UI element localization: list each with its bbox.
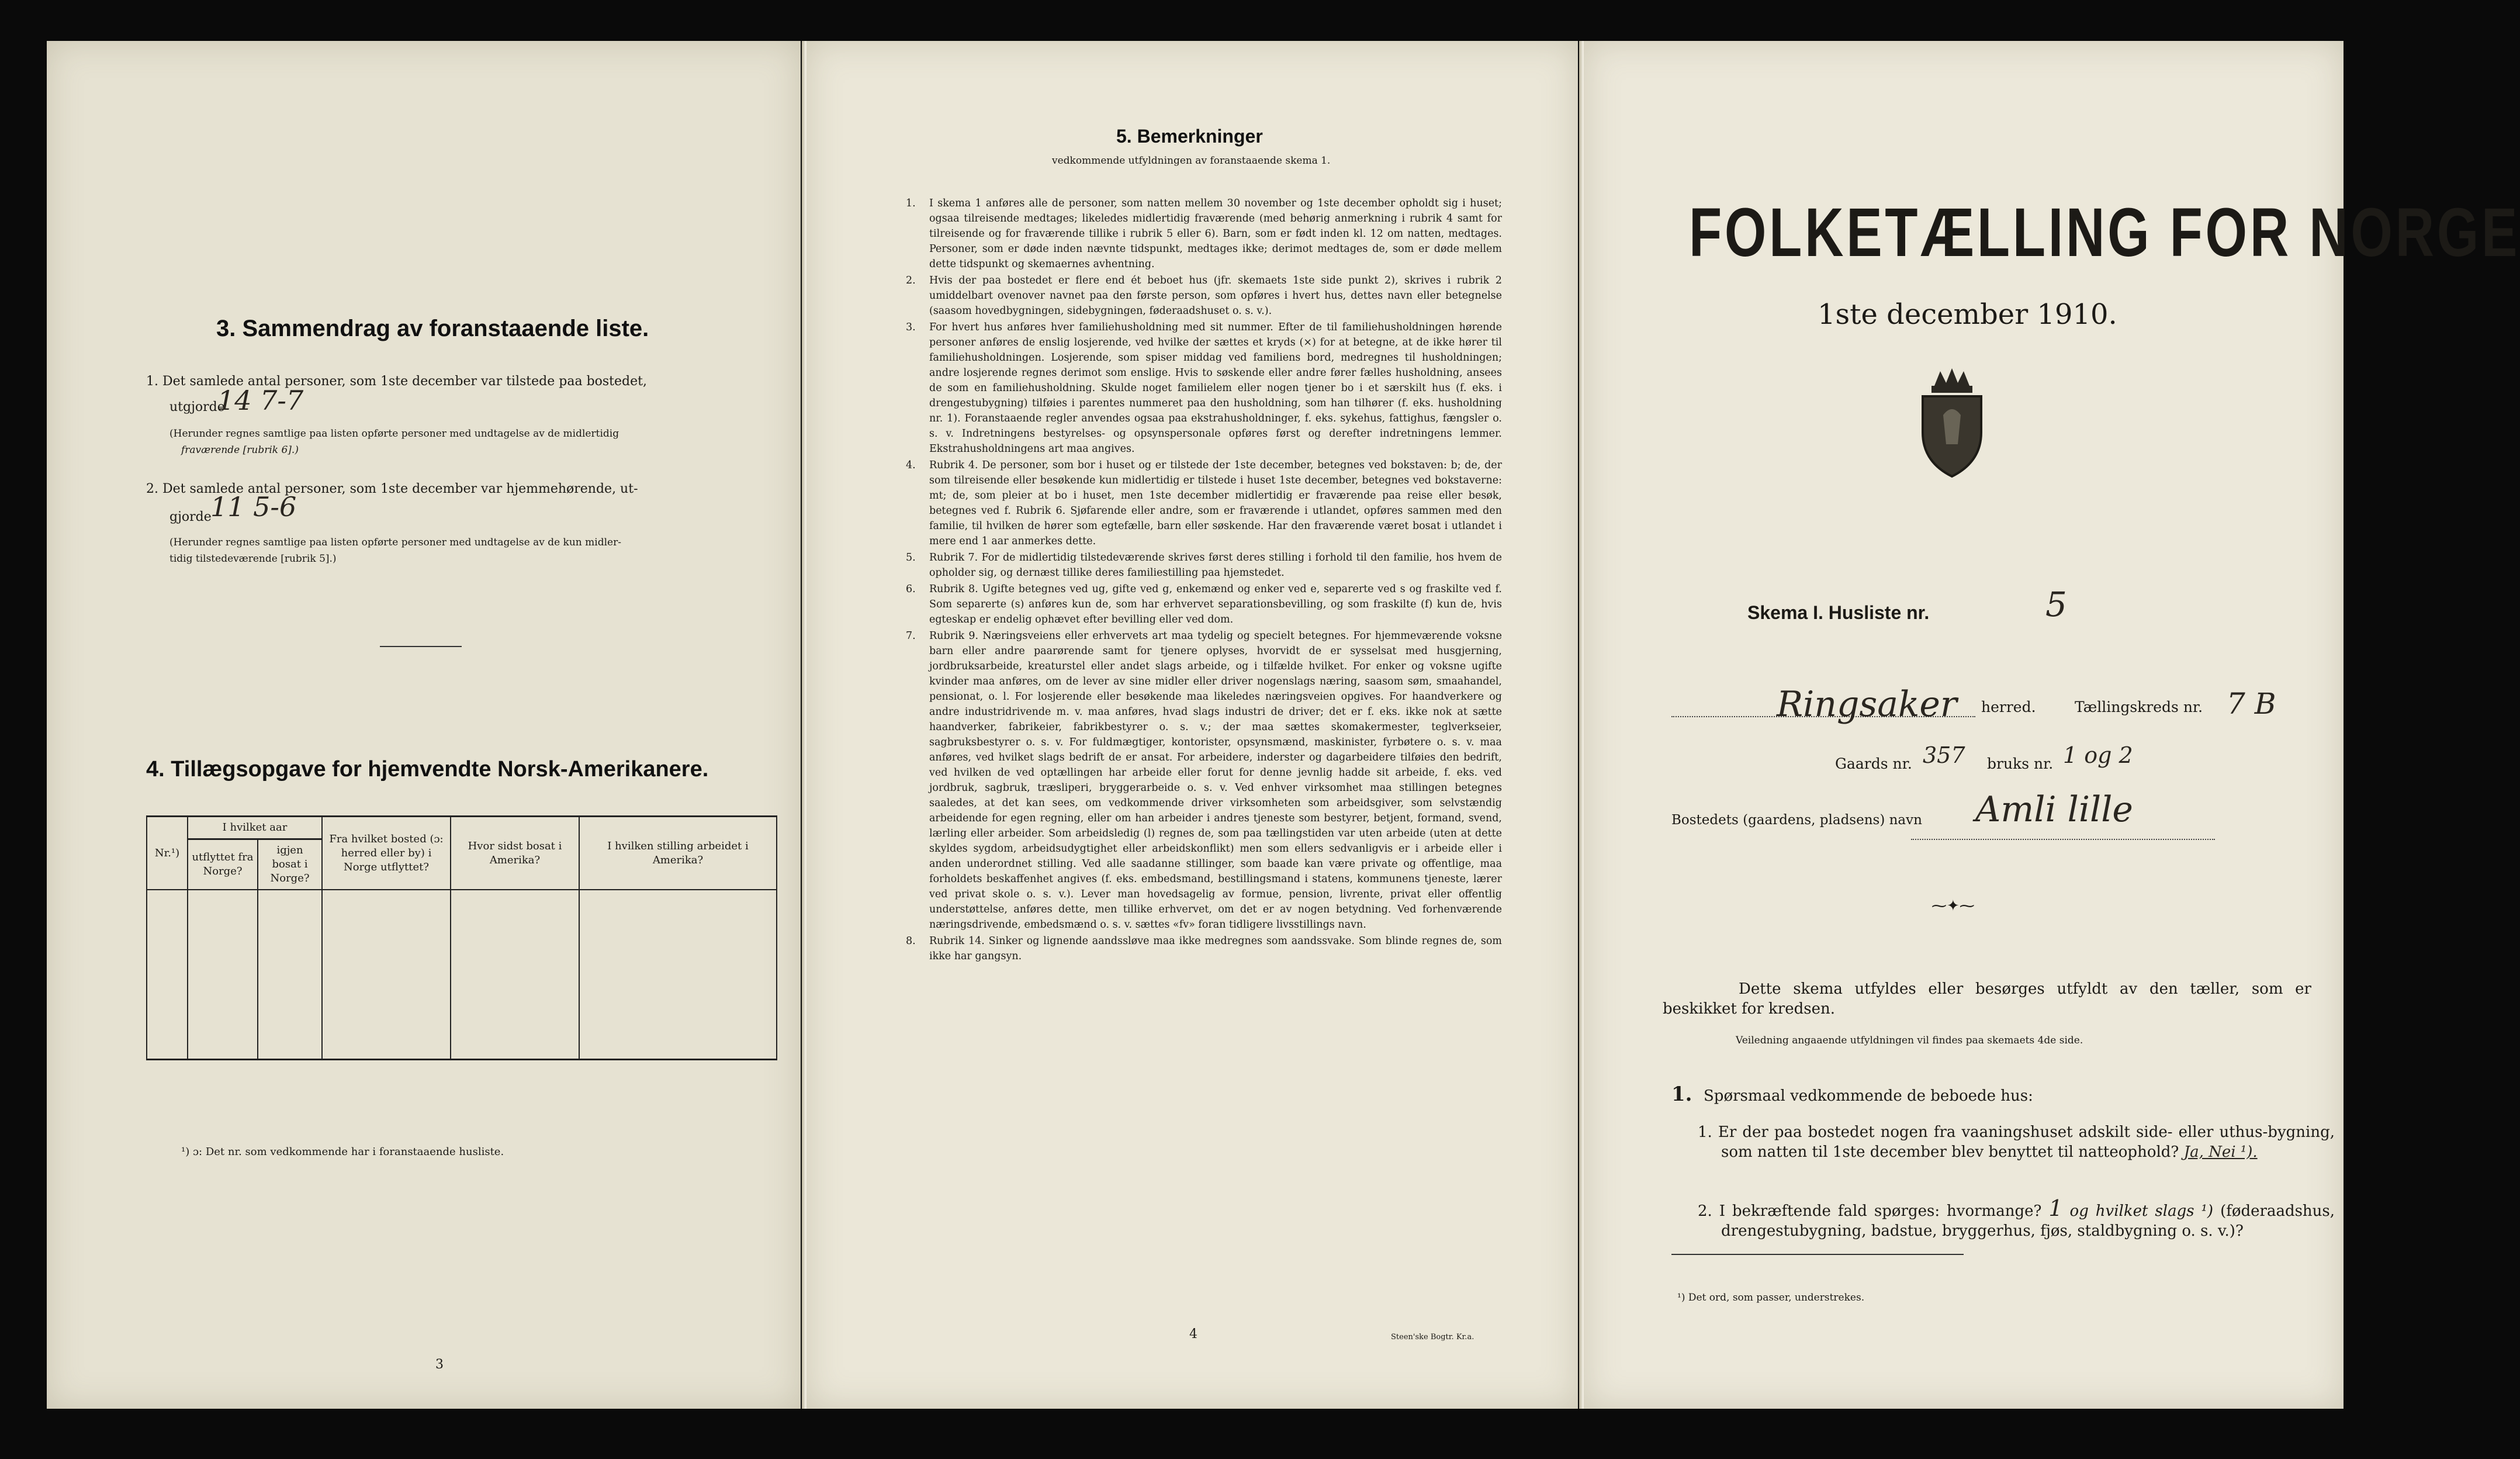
table-cell[interactable] bbox=[579, 918, 777, 946]
herred-value: Ringsaker bbox=[1777, 684, 1957, 725]
remark-text: Rubrik 14. Sinker og lignende aandssløve maa ikke medregnes som aandssvake. Som blinde regnes de, som ikke har gangsyn. bbox=[929, 935, 1502, 962]
gaards-value[interactable]: 357 bbox=[1923, 742, 1965, 768]
table-row bbox=[147, 1031, 777, 1060]
remark-number: 7. bbox=[906, 630, 916, 642]
col-utflyttet: utflyttet fra Norge? bbox=[188, 839, 258, 890]
table-cell[interactable] bbox=[451, 974, 579, 1002]
remark-item bbox=[906, 628, 1502, 932]
footnote-divider bbox=[1671, 1254, 1964, 1255]
table-cell[interactable] bbox=[451, 946, 579, 974]
table-cell[interactable] bbox=[322, 1031, 451, 1060]
table-cell[interactable] bbox=[188, 918, 258, 946]
table-cell[interactable] bbox=[188, 1002, 258, 1031]
table-cell[interactable] bbox=[451, 890, 579, 918]
table-cell[interactable] bbox=[147, 890, 188, 918]
q-head: Spørsmaal vedkommende de beboede hus: bbox=[1704, 1087, 2033, 1105]
table-cell[interactable] bbox=[579, 1002, 777, 1031]
table-cell[interactable] bbox=[451, 918, 579, 946]
table-cell[interactable] bbox=[322, 918, 451, 946]
item1-note-b: fraværende [rubrik 6].) bbox=[181, 444, 299, 456]
remark-text: Rubrik 4. De personer, som bor i huset og er tilstede der 1ste december, betegnes ved bokstaven: b; de, der som tilreisende eller besøkende kun midlertidig er tilstede i huset 1ste december, betegnes ved bokstaverne: mt; de, som pleier at bo i huset, men 1ste december midlertidig er fraværende paa reise eller besøk, betegnes ved f. Rubrik 6. Sjøfarende eller andre, som er fraværende i utlandet, opføres sammen med den familie, til hvilken de hører som egtefælle, barn eller søskende. Har den fraværende været bosat i utlandet i mere end 1 aar anmerkes dette. bbox=[929, 459, 1502, 547]
table-cell[interactable] bbox=[188, 890, 258, 918]
section4-title: 4. Tillægsopgave for hjemvendte Norsk-Amerikanere. bbox=[146, 757, 709, 782]
divider bbox=[380, 646, 462, 647]
remark-text: Rubrik 8. Ugifte betegnes ved ug, gifte ved g, enkemænd og enker ved e, separerte ved s og fraskilte ved f. Som separerte (s) anføres kun de, som har erhvervet separationsbevilling, og som fraskilte (f) kun de, hvis egteskap er endelig ophævet efter bevilling eller ved dom. bbox=[929, 583, 1502, 625]
remark-number: 5. bbox=[906, 552, 916, 563]
question-1-text: 1. Er der paa bostedet nogen fra vaaningshuset adskilt side- eller uthus-bygning, som natten til 1ste december blev benyttet til natteophold? bbox=[1698, 1123, 2335, 1161]
bosted-field bbox=[1911, 839, 2215, 840]
table-row bbox=[147, 918, 777, 946]
col-nr: Nr.¹) bbox=[147, 817, 188, 890]
table-row bbox=[147, 890, 777, 918]
remark-number: 2. bbox=[906, 275, 916, 286]
item2-value: 11 5-6 bbox=[210, 491, 297, 523]
table-row bbox=[147, 1002, 777, 1031]
bruks-value[interactable]: 1 og 2 bbox=[2063, 742, 2133, 768]
remark-item bbox=[906, 934, 1502, 964]
item1-label: utgjorde bbox=[169, 400, 225, 414]
item2-note-a: (Herunder regnes samtlige paa listen opførte personer med undtagelse av de kun midler- bbox=[169, 537, 621, 548]
item1-text: 1. Det samlede antal personer, som 1ste december var tilstede paa bostedet, bbox=[146, 374, 647, 389]
table-cell[interactable] bbox=[258, 946, 322, 974]
table-cell[interactable] bbox=[147, 974, 188, 1002]
col-group-year: I hvilket aar bbox=[188, 817, 322, 839]
col-igjen: igjen bosat i Norge? bbox=[258, 839, 322, 890]
table-cell[interactable] bbox=[451, 1031, 579, 1060]
remark-text: Hvis der paa bostedet er flere end ét beboet hus (jfr. skemaets 1ste side punkt 2), skrives i rubrik 2 umiddelbart ovenover navnet paa den første person, som opføres i hvert hus, dettes navn eller betegnelse (saasom hovedbygningen, sidebygningen, føderaadshuset o. s. v.). bbox=[929, 275, 1502, 317]
table-cell[interactable] bbox=[579, 1031, 777, 1060]
table-cell[interactable] bbox=[322, 946, 451, 974]
table-cell[interactable] bbox=[579, 890, 777, 918]
page-right bbox=[1584, 41, 2520, 1409]
page-number: 3 bbox=[435, 1357, 444, 1372]
bosted-label: Bostedets (gaardens, pladsens) navn bbox=[1671, 813, 1922, 828]
section3-title: 3. Sammendrag av foranstaaende liste. bbox=[216, 316, 649, 341]
remark-text: Rubrik 7. For de midlertidig tilstedeværende skrives først deres stilling i forhold til den familie, hos hvem de opholder sig, og dernæst tillike deres familiestilling paa hjemstedet. bbox=[929, 552, 1502, 579]
table-cell[interactable] bbox=[258, 974, 322, 1002]
intro-note: Veiledning angaaende utfyldningen vil findes paa skemaets 4de side. bbox=[1736, 1035, 2083, 1046]
item2-note-b: tidig tilstedeværende [rubrik 5].) bbox=[169, 553, 337, 565]
remark-text: Rubrik 9. Næringsveiens eller erhvervets art maa tydelig og specielt betegnes. For hjemmeværende voksne barn eller andre paarørende samt for tjenere oplyses, hvorvidt de er sysselsat med husgjerning, jordbruksarbeide, kreaturstel eller andet slags arbeide, og i tilfælde hvilket. For enker og voksne ugifte kvinder maa anføres, om de lever av sine midler eller driver nogenslags næring, saasom søm, smaahandel, pensionat, o. l. For losjerende eller besøkende maa likeledes næringsveien opgives. For haandverkere og andre industridrivende m. v. maa anføres, hvad slags industri de driver; det er f. eks. ikke nok at sætte haandverker, fabrikeier, fabrikbestyrer o. s. v.; der maa sættes skomakermester, teglverkseier, sagbruksbestyrer o. s. v. For fuldmægtiger, kontorister, opsynsmænd, maskinister, fyrbøtere o. s. v. maa anføres, ved hvilket slags bedrift de er ansat. For arbeidere, inderster og dagarbeidere tilføies den bedrift, ved hvilken de ved optællingen har arbeide eller forut for denne jevnlig hadde sit arbeide, f. eks. ved jordbruk, sagbruk, træsliperi, bryggerarbeide o. s. v. Ved enhver virksomhet maa stillingen betegnes saaledes, at det kan sees, om vedkommende driver virksomheten som arbeidsgiver, som selvstændig arbeidende for egen regning, eller om han arbeider i andres tjeneste som bestyrer, betjent, formand, svend, lærling eller arbeider. Som arbeidsledig (l) regnes de, som paa tællingstiden var uten arbeide (uten at dette skyldes sygdom, arbeidsudygtighet eller arbeidskonflikt) men som ellers sedvanligvis er i arbeide eller i anden underordnet stilling. Ved alle saadanne stillinger, som baade kan være private og offentlige, maa forholdets beskaffenhet angives (f. eks. embedsmand, bestillingsmand i statens, kommunens tjeneste, lærer ved privat skole o. s. v.). Lever man hovedsagelig av formue, pension, livrente, privat eller offentlig understøttelse, anføres dette, men tillike erhvervet, om det er av nogen betydning. Ved forhenværende næringsdrivende, embedsmænd o. s. v. sættes «fv» foran tidligere livsstillings navn. bbox=[929, 630, 1502, 931]
remarks-list bbox=[906, 196, 1502, 965]
table-row bbox=[147, 974, 777, 1002]
remarks-title: 5. Bemerkninger bbox=[1116, 126, 1263, 147]
gaards-label: Gaards nr. bbox=[1835, 755, 1912, 772]
table-cell[interactable] bbox=[579, 974, 777, 1002]
question-2-text-a: 2. I bekræftende fald spørges: hvormange? bbox=[1698, 1202, 2042, 1220]
table-cell[interactable] bbox=[579, 946, 777, 974]
herred-label: herred. bbox=[1981, 699, 2036, 715]
item1-value: 14 7-7 bbox=[217, 385, 304, 416]
question-1 bbox=[1698, 1122, 2335, 1162]
table-cell[interactable] bbox=[188, 974, 258, 1002]
census-date: 1ste december 1910. bbox=[1818, 298, 2117, 331]
ornament-icon: ⁓✦⁓ bbox=[1931, 897, 1975, 915]
col-amerika: Hvor sidst bosat i Amerika? bbox=[451, 817, 579, 890]
item2-label: gjorde bbox=[169, 510, 212, 524]
table-cell[interactable] bbox=[147, 1002, 188, 1031]
remark-item bbox=[906, 582, 1502, 627]
table-cell[interactable] bbox=[147, 946, 188, 974]
schema-label: Skema I. Husliste nr. bbox=[1747, 602, 1930, 623]
table-cell[interactable] bbox=[258, 1031, 322, 1060]
table-cell[interactable] bbox=[322, 890, 451, 918]
question-2-text-c: (føderaadshus, drengestubygning, badstue, bryggerhus, fjøs, staldbygning o. s. v.)? bbox=[1721, 1202, 2335, 1240]
page-middle bbox=[806, 41, 1578, 1409]
remark-number: 3. bbox=[906, 321, 916, 333]
table-cell[interactable] bbox=[188, 946, 258, 974]
question-2 bbox=[1698, 1195, 2335, 1241]
question-1-answer[interactable]: Ja, Nei ¹). bbox=[2183, 1143, 2258, 1161]
col-bosted: Fra hvilket bosted (ɔ: herred eller by) i Norge utflyttet? bbox=[322, 817, 451, 890]
question-2-text-b: og hvilket slags ¹) bbox=[2069, 1202, 2214, 1220]
remark-item bbox=[906, 550, 1502, 580]
remark-item bbox=[906, 196, 1502, 272]
table-cell[interactable] bbox=[258, 1002, 322, 1031]
coat-of-arms-icon bbox=[1908, 368, 1996, 479]
q-head-num: 1. bbox=[1671, 1083, 1692, 1106]
kreds-value[interactable]: 7 B bbox=[2227, 687, 2276, 721]
norsk-amerikanere-table bbox=[146, 815, 777, 1060]
table-cell[interactable] bbox=[188, 1031, 258, 1060]
census-title: FOLKETÆLLING FOR NORGE bbox=[1689, 194, 2520, 271]
question-2-count[interactable]: 1 bbox=[2048, 1195, 2063, 1221]
remark-number: 4. bbox=[906, 459, 916, 471]
table-cell[interactable] bbox=[322, 974, 451, 1002]
table-cell[interactable] bbox=[322, 1002, 451, 1031]
remark-item bbox=[906, 320, 1502, 457]
table-row bbox=[147, 946, 777, 974]
husliste-number[interactable]: 5 bbox=[2045, 585, 2067, 624]
footnote: ¹) Det ord, som passer, understrekes. bbox=[1677, 1292, 1865, 1304]
kreds-label: Tællingskreds nr. bbox=[2075, 699, 2203, 715]
remark-number: 8. bbox=[906, 935, 916, 947]
table-cell[interactable] bbox=[147, 918, 188, 946]
table-cell[interactable] bbox=[258, 918, 322, 946]
printer-imprint: Steen'ske Bogtr. Kr.a. bbox=[1391, 1333, 1474, 1342]
table-cell[interactable] bbox=[258, 890, 322, 918]
item1-note-a: (Herunder regnes samtlige paa listen opførte personer med undtagelse av de midlertidig bbox=[169, 428, 619, 440]
bosted-value[interactable]: Amli lille bbox=[1975, 789, 2133, 830]
table-cell[interactable] bbox=[451, 1002, 579, 1031]
intro-text: Dette skema utfyldes eller besørges utfyldt av den tæller, som er beskikket for kredsen. bbox=[1663, 980, 2311, 1018]
remark-number: 1. bbox=[906, 198, 916, 209]
table-cell[interactable] bbox=[147, 1031, 188, 1060]
page-number: 4 bbox=[1189, 1327, 1197, 1342]
remark-item bbox=[906, 458, 1502, 549]
remark-text: I skema 1 anføres alle de personer, som natten mellem 30 november og 1ste december opholdt sig i huset; ogsaa tilreisende medtages; likeledes midlertidig fraværende (med behørig anmerkning i rubrik 4 samt for tilreisende og for fraværende tillike i rubrik 5 eller 6). Barn, som er født inden kl. 12 om natten, medtages. Personer, som er døde inden nævnte tidspunkt, medtages ikke; derimot medtages de, som er døde mellem dette tidspunkt og skemaernes avhentning. bbox=[929, 198, 1502, 270]
page-left bbox=[47, 41, 801, 1409]
remark-text: For hvert hus anføres hver familiehusholdning med sit nummer. Efter de til familiehusholdningen hørende personer anføres de enslig losjerende, ved hvilke der sættes et kryds (×) for at betegne, at de ikke hører til familiehusholdningen. Losjerende, som spiser middag ved familiens bord, medregnes til husholdningen; andre losjerende regnes derimot som enslige. Hvis to søskende eller andre fører fælles husholdning, ansees de som en familiehusholdning. Skulde noget familielem eller nogen tjener bo i et særskilt hus (f. eks. i drengestubygning) tilføies i parentes nummeret paa den husholdning, som han tilhører (f. eks. husholdning nr. 1). Foranstaaende regler anvendes ogsaa paa ekstrahusholdninger, f. eks. sykehus, fattighus, fængsler o. s. v. Indretningens bestyrelses- og opsynspersonale opføres først og derefter indretningens lemmer. Ekstrahusholdningens art maa angives. bbox=[929, 321, 1502, 455]
remark-number: 6. bbox=[906, 583, 916, 595]
remarks-subtitle: vedkommende utfyldningen av foranstaaende skema 1. bbox=[1052, 155, 1331, 167]
col-stilling: I hvilken stilling arbeidet i Amerika? bbox=[579, 817, 777, 890]
table-footnote: ¹) ɔ: Det nr. som vedkommende har i foranstaaende husliste. bbox=[181, 1146, 504, 1158]
remark-item bbox=[906, 273, 1502, 319]
bruks-label: bruks nr. bbox=[1987, 755, 2054, 772]
item2-text: 2. Det samlede antal personer, som 1ste december var hjemmehørende, ut- bbox=[146, 482, 638, 496]
